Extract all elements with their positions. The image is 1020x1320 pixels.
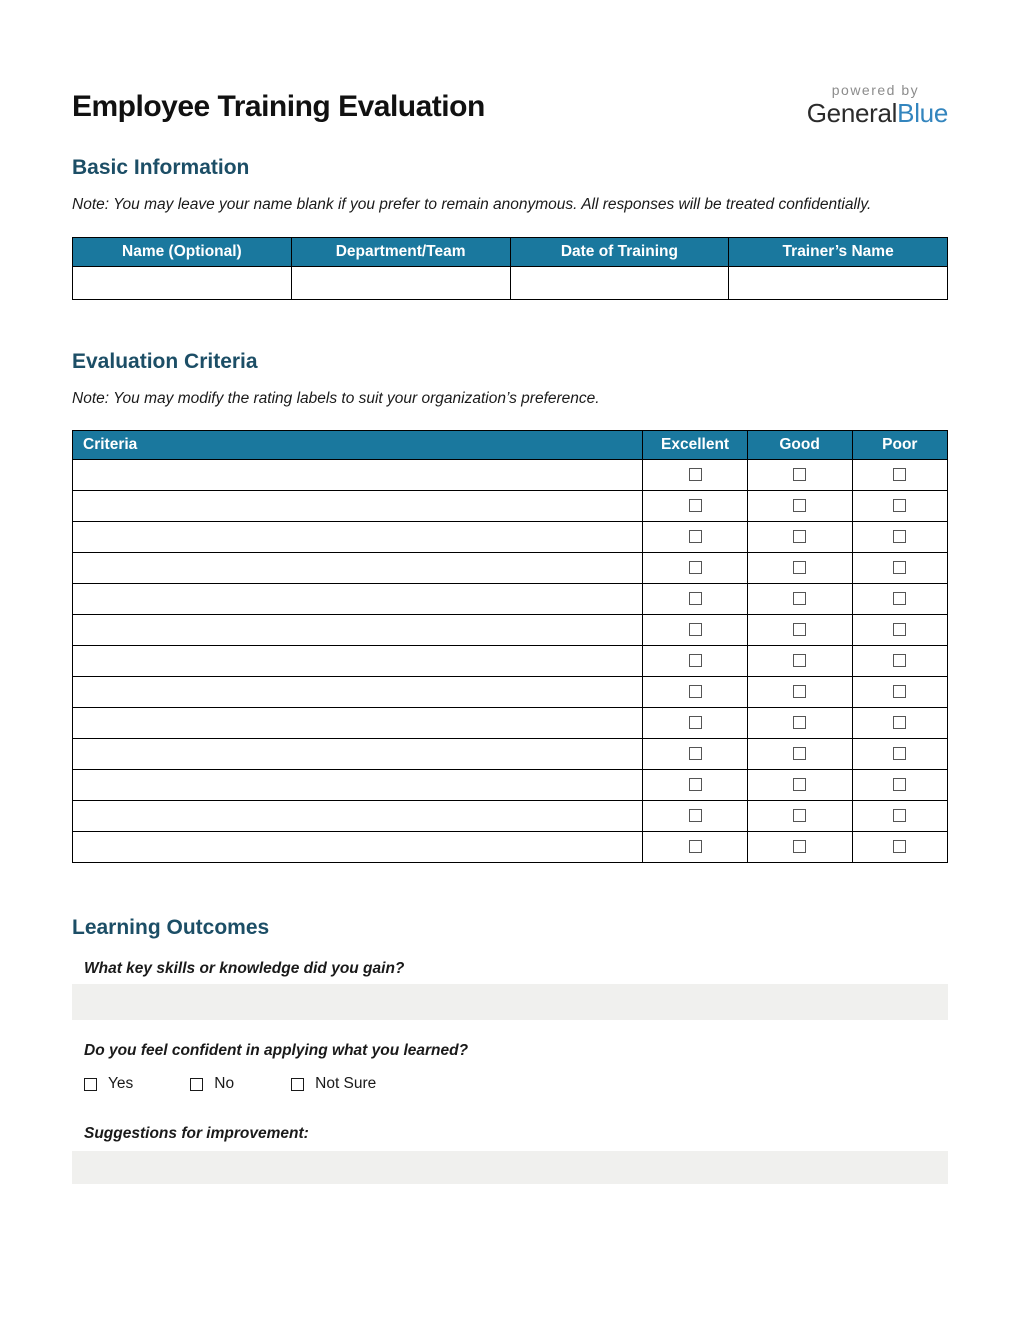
criteria-row	[73, 646, 948, 677]
brand-name	[807, 99, 948, 127]
rating-cell-good	[747, 770, 852, 801]
confidence-options	[84, 1074, 948, 1094]
criteria-row	[73, 553, 948, 584]
rating-cell-poor	[852, 739, 947, 770]
criteria-row	[73, 460, 948, 491]
criteria-row	[73, 584, 948, 615]
poor-rating-checkbox[interactable]	[893, 716, 906, 729]
info-table-header-row	[73, 238, 948, 267]
criteria-input-cell[interactable]	[73, 801, 643, 832]
page-title: Employee Training Evaluation	[72, 90, 485, 123]
good-rating-checkbox[interactable]	[793, 499, 806, 512]
basic-information-table	[72, 237, 948, 300]
rating-cell-good	[747, 739, 852, 770]
rating-cell-good	[747, 553, 852, 584]
rating-cell-poor	[852, 615, 947, 646]
column-header-poor: Poor	[852, 431, 947, 460]
rating-cell-poor	[852, 708, 947, 739]
rating-cell-good	[747, 584, 852, 615]
rating-cell-excellent	[643, 801, 747, 832]
good-rating-checkbox[interactable]	[793, 716, 806, 729]
good-rating-checkbox[interactable]	[793, 778, 806, 791]
rating-cell-poor	[852, 553, 947, 584]
criteria-row	[73, 615, 948, 646]
criteria-input-cell[interactable]	[73, 615, 643, 646]
good-rating-checkbox[interactable]	[793, 840, 806, 853]
poor-rating-checkbox[interactable]	[893, 747, 906, 760]
criteria-input-cell[interactable]	[73, 832, 643, 863]
good-rating-checkbox[interactable]	[793, 685, 806, 698]
name-input-cell[interactable]	[73, 267, 292, 300]
rating-cell-excellent	[643, 553, 747, 584]
criteria-input-cell[interactable]	[73, 460, 643, 491]
yes-label: Yes	[108, 1075, 134, 1092]
criteria-input-cell[interactable]	[73, 708, 643, 739]
section-basic-information	[72, 155, 948, 300]
excellent-rating-checkbox[interactable]	[689, 530, 702, 543]
evaluation-criteria-heading: Evaluation Criteria	[72, 350, 258, 373]
evaluation-criteria-table	[72, 430, 948, 863]
rating-cell-excellent	[643, 460, 747, 491]
rating-cell-poor	[852, 832, 947, 863]
criteria-row	[73, 801, 948, 832]
rating-cell-poor	[852, 522, 947, 553]
brand-general-text: General	[806, 98, 898, 128]
trainer-input-cell[interactable]	[729, 267, 948, 300]
question-suggestions	[84, 1124, 948, 1184]
rating-cell-good	[747, 677, 852, 708]
column-header-name: Name (Optional)	[73, 238, 292, 267]
criteria-row	[73, 491, 948, 522]
rating-cell-excellent	[643, 615, 747, 646]
rating-cell-good	[747, 491, 852, 522]
question-confidence-label: Do you feel confident in applying what you learned?	[84, 1042, 469, 1059]
rating-cell-good	[747, 460, 852, 491]
rating-cell-poor	[852, 491, 947, 522]
poor-rating-checkbox[interactable]	[893, 592, 906, 605]
poor-rating-checkbox[interactable]	[893, 809, 906, 822]
info-table-input-row	[73, 267, 948, 300]
rating-cell-poor	[852, 646, 947, 677]
question-skills-label: What key skills or knowledge did you gain?	[84, 960, 405, 977]
brand-blue-text: Blue	[897, 98, 948, 128]
poor-rating-checkbox[interactable]	[893, 468, 906, 481]
excellent-rating-checkbox[interactable]	[689, 840, 702, 853]
rating-cell-good	[747, 708, 852, 739]
column-header-excellent: Excellent	[643, 431, 747, 460]
rating-cell-excellent	[643, 522, 747, 553]
document-header	[72, 0, 948, 127]
date-input-cell[interactable]	[510, 267, 729, 300]
excellent-rating-checkbox[interactable]	[689, 499, 702, 512]
poor-rating-checkbox[interactable]	[893, 685, 906, 698]
rating-cell-poor	[852, 584, 947, 615]
column-header-department: Department/Team	[291, 238, 510, 267]
question-confidence	[84, 1041, 948, 1094]
criteria-input-cell[interactable]	[73, 491, 643, 522]
rating-cell-good	[747, 801, 852, 832]
good-rating-checkbox[interactable]	[793, 561, 806, 574]
question-suggestions-label: Suggestions for improvement:	[84, 1125, 309, 1142]
excellent-rating-checkbox[interactable]	[689, 809, 702, 822]
basic-information-heading: Basic Information	[72, 156, 250, 179]
brand-logo	[807, 82, 948, 127]
good-rating-checkbox[interactable]	[793, 530, 806, 543]
rating-cell-excellent	[643, 491, 747, 522]
skills-answer-field[interactable]	[72, 984, 948, 1020]
column-header-date: Date of Training	[510, 238, 729, 267]
good-rating-checkbox[interactable]	[793, 654, 806, 667]
excellent-rating-checkbox[interactable]	[689, 778, 702, 791]
evaluation-criteria-note: Note: You may modify the rating labels to suit your organization’s preference.	[72, 390, 600, 407]
poor-rating-checkbox[interactable]	[893, 778, 906, 791]
question-skills	[84, 959, 948, 1020]
criteria-input-cell[interactable]	[73, 553, 643, 584]
rating-cell-excellent	[643, 677, 747, 708]
criteria-input-cell[interactable]	[73, 584, 643, 615]
department-input-cell[interactable]	[291, 267, 510, 300]
section-learning-outcomes	[72, 915, 948, 1184]
criteria-row	[73, 522, 948, 553]
no-checkbox[interactable]	[190, 1078, 203, 1091]
criteria-row	[73, 832, 948, 863]
criteria-row	[73, 708, 948, 739]
column-header-good: Good	[747, 431, 852, 460]
poor-rating-checkbox[interactable]	[893, 623, 906, 636]
criteria-table-body	[73, 460, 948, 863]
good-rating-checkbox[interactable]	[793, 468, 806, 481]
criteria-row	[73, 739, 948, 770]
powered-by-text: powered by	[831, 82, 920, 98]
rating-cell-excellent	[643, 646, 747, 677]
good-rating-checkbox[interactable]	[793, 747, 806, 760]
rating-cell-excellent	[643, 708, 747, 739]
good-rating-checkbox[interactable]	[793, 623, 806, 636]
suggestions-answer-field[interactable]	[72, 1151, 948, 1184]
poor-rating-checkbox[interactable]	[893, 530, 906, 543]
option-not-sure[interactable]	[291, 1074, 376, 1094]
rating-cell-poor	[852, 460, 947, 491]
rating-cell-poor	[852, 770, 947, 801]
rating-cell-good	[747, 646, 852, 677]
criteria-row	[73, 677, 948, 708]
learning-outcomes-heading: Learning Outcomes	[72, 916, 270, 939]
excellent-rating-checkbox[interactable]	[689, 623, 702, 636]
rating-cell-excellent	[643, 584, 747, 615]
excellent-rating-checkbox[interactable]	[689, 685, 702, 698]
basic-information-note: Note: You may leave your name blank if you prefer to remain anonymous. All responses will be treated confidentially.	[72, 196, 872, 213]
criteria-input-cell[interactable]	[73, 739, 643, 770]
section-evaluation-criteria	[72, 349, 948, 863]
rating-cell-poor	[852, 677, 947, 708]
poor-rating-checkbox[interactable]	[893, 499, 906, 512]
option-no[interactable]	[190, 1074, 234, 1094]
rating-cell-excellent	[643, 739, 747, 770]
excellent-rating-checkbox[interactable]	[689, 592, 702, 605]
no-label: No	[214, 1075, 235, 1092]
excellent-rating-checkbox[interactable]	[689, 468, 702, 481]
excellent-rating-checkbox[interactable]	[689, 747, 702, 760]
poor-rating-checkbox[interactable]	[893, 654, 906, 667]
excellent-rating-checkbox[interactable]	[689, 561, 702, 574]
rating-cell-good	[747, 615, 852, 646]
poor-rating-checkbox[interactable]	[893, 840, 906, 853]
column-header-trainer: Trainer’s Name	[729, 238, 948, 267]
good-rating-checkbox[interactable]	[793, 809, 806, 822]
option-yes[interactable]	[84, 1074, 133, 1094]
poor-rating-checkbox[interactable]	[893, 561, 906, 574]
criteria-input-cell[interactable]	[73, 770, 643, 801]
not-sure-checkbox[interactable]	[291, 1078, 304, 1091]
excellent-rating-checkbox[interactable]	[689, 716, 702, 729]
not-sure-label: Not Sure	[315, 1075, 377, 1092]
criteria-input-cell[interactable]	[73, 646, 643, 677]
criteria-input-cell[interactable]	[73, 677, 643, 708]
good-rating-checkbox[interactable]	[793, 592, 806, 605]
rating-cell-excellent	[643, 770, 747, 801]
criteria-row	[73, 770, 948, 801]
criteria-table-header-row	[73, 431, 948, 460]
column-header-criteria: Criteria	[73, 431, 643, 460]
excellent-rating-checkbox[interactable]	[689, 654, 702, 667]
criteria-input-cell[interactable]	[73, 522, 643, 553]
rating-cell-poor	[852, 801, 947, 832]
rating-cell-excellent	[643, 832, 747, 863]
rating-cell-good	[747, 522, 852, 553]
yes-checkbox[interactable]	[84, 1078, 97, 1091]
rating-cell-good	[747, 832, 852, 863]
